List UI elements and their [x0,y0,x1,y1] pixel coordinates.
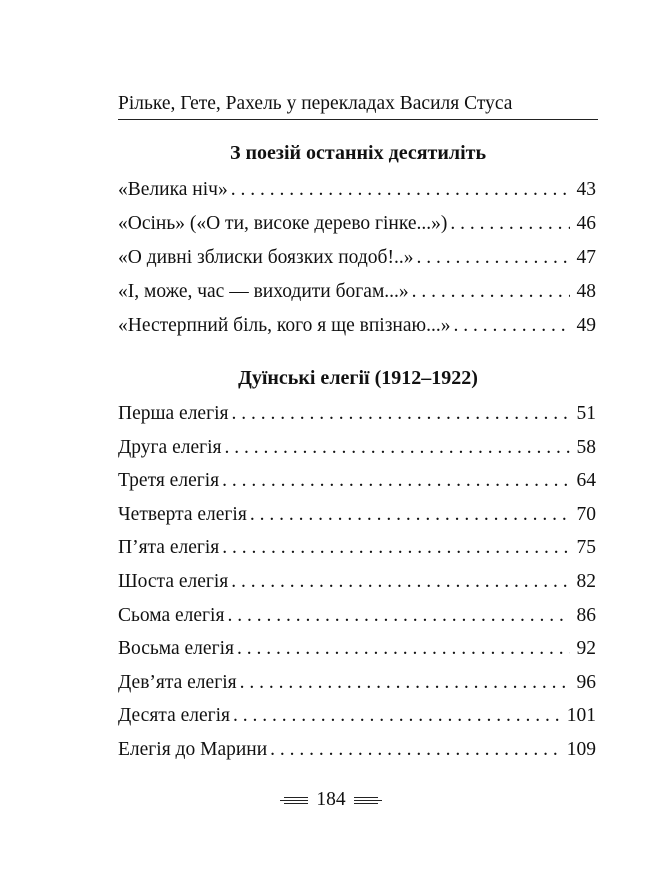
toc-entry-page: 101 [566,705,596,727]
dot-leader [231,402,570,426]
toc-entry-page: 43 [576,179,596,200]
toc-entry[interactable] [118,503,596,527]
toc-entry[interactable] [118,637,596,661]
toc-entry-page: 58 [576,436,596,458]
toc-entry[interactable] [118,536,596,560]
dot-leader [237,637,570,661]
toc-entry-title: Елегія до Марини [118,738,268,760]
toc-entry-page: 49 [576,315,596,336]
toc-entry-title: Шоста елегія [118,570,229,592]
dot-leader [225,436,571,460]
toc-entry-page: 109 [566,738,596,760]
toc-entry[interactable] [118,178,596,202]
toc-entry-title: Друга елегія [118,436,222,458]
toc-entry-page: 48 [576,281,596,302]
page-footer [0,788,662,812]
toc-entry[interactable] [118,570,596,594]
dot-leader [222,536,570,560]
toc-entry[interactable] [118,604,596,628]
dot-leader [227,604,570,628]
toc-entry-title: Восьма елегія [118,638,234,660]
toc-entry-title: Четверта елегія [118,503,247,525]
toc-entry-title: Сьома елегія [118,604,225,626]
toc-entry-page: 82 [576,570,596,592]
running-header: Рільке, Гете, Рахель у перекладах Василя Стуса [118,93,513,114]
toc-entry-title: П’ята елегія [118,537,220,559]
dot-leader [453,314,570,338]
dot-leader [412,280,570,304]
toc-entry-page: 51 [576,403,596,424]
dot-leader [250,503,570,527]
toc-entry-page: 47 [576,247,596,268]
toc-entry-title: Дев’ята елегія [118,671,237,693]
toc-entry[interactable] [118,212,596,236]
toc-entry-title: «І, може, час — виходити богам...» [118,281,409,302]
toc-section-1 [118,178,596,338]
dot-leader [233,704,561,728]
toc-entry-page: 46 [576,213,596,234]
toc-entry-page: 70 [576,503,596,525]
folio-ornament-right [354,796,382,805]
toc-entry[interactable] [118,436,596,460]
toc-entry[interactable] [118,704,596,728]
dot-leader [416,246,570,270]
dot-leader [222,469,570,493]
dot-leader [450,212,570,236]
folio-ornament-left [280,796,308,805]
toc-entry-title: «Нестерпний біль, кого я ще впізнаю...» [118,315,451,336]
dot-leader [240,671,570,695]
toc-entry[interactable] [118,671,596,695]
toc-entry[interactable] [118,469,596,493]
toc-entry-page: 64 [576,470,596,492]
toc-entry-title: «О дивні зблиски боязких подоб!..» [118,247,414,268]
toc-entry[interactable] [118,402,596,426]
toc-entry-title: Третя елегія [118,470,220,492]
toc-entry-title: «Осінь» («О ти, високе дерево гінке...») [118,213,448,234]
dot-leader [231,178,570,202]
dot-leader [270,738,561,762]
toc-entry[interactable] [118,738,596,762]
section-title: З поезій останніх десятиліть [229,142,487,164]
section-title: Дуїнські елегії (1912–1922) [238,367,478,389]
toc-section-2 [118,402,596,762]
toc-entry[interactable] [118,314,596,338]
toc-entry-page: 75 [576,537,596,559]
toc-entry-page: 96 [576,671,596,693]
header-rule [118,119,598,120]
toc-entry-title: Десята елегія [118,705,231,727]
toc-entry[interactable] [118,246,596,270]
dot-leader [231,570,570,594]
toc-entry-page: 92 [576,638,596,660]
toc-entry[interactable] [118,280,596,304]
page-number: 184 [316,789,346,810]
toc-entry-title: «Велика ніч» [118,179,228,200]
toc-entry-page: 86 [576,604,596,626]
toc-entry-title: Перша елегія [118,403,229,424]
